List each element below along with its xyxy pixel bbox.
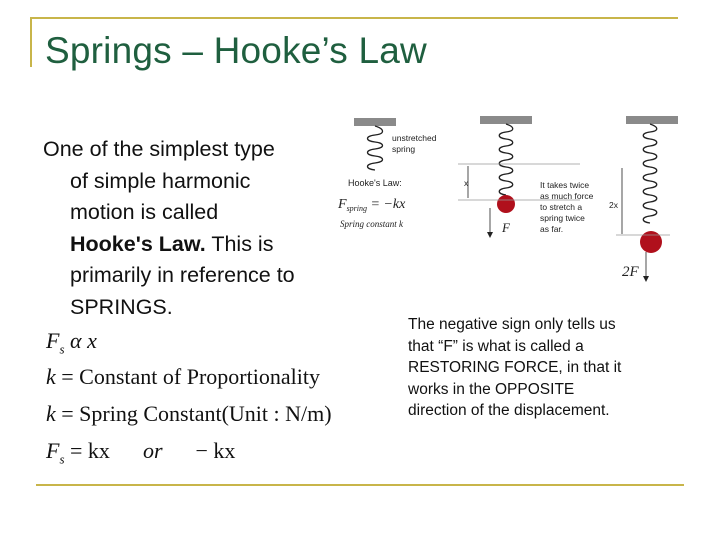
spring-diagram [330,110,685,300]
two-x-label: 2x [609,200,618,210]
two-f-label: 2F [622,264,639,280]
twice-text-2: as much force [540,191,594,201]
x-label: x [464,178,469,188]
intro-paragraph [43,134,353,323]
hookes-law-bold: Hooke's Law. [70,231,206,256]
twice-text-4: spring twice [540,213,585,223]
intro-line-4 [43,229,353,261]
spring-constant-label: Spring constant k [340,219,403,229]
force-label: F [502,220,510,235]
intro-line-2: of simple harmonic [70,168,251,193]
intro-line-4-rest: This is [205,231,274,256]
left-rule [30,17,32,67]
hookes-formula: $F_{spring} = -kx$ [338,197,406,213]
ceiling-3 [626,116,678,124]
equation-constant-definition: k = Constant of Proportionality [46,364,320,389]
spring-coil-2 [499,124,513,195]
unstretched-label-1: unstretched [392,133,437,143]
twice-text-1: It takes twice [540,180,590,190]
hookes-law-label: Hooke's Law: [348,178,402,188]
top-rule [30,17,678,19]
force-arrowhead-1 [487,232,493,238]
intro-line-3: motion is called [70,200,219,224]
force-arrowhead-2 [643,276,649,282]
slide-title: Springs – Hooke’s Law [45,30,427,71]
equation-spring-constant-unit: k = Spring Constant(Unit : N/m) [46,401,332,426]
intro-line-6: SPRINGS. [70,294,173,319]
twice-text-5: as far. [540,224,564,234]
mass-ball-1 [497,195,515,213]
spring-coil-1 [368,126,383,170]
spring-coil-3 [643,124,657,223]
intro-line-5: primarily in reference to [70,263,295,287]
intro-line-1: One of the simplest type [43,137,275,161]
ceiling-2 [480,116,532,124]
equation-proportional: $F_s$ α x [46,328,97,357]
twice-text-3: to stretch a [540,202,583,212]
restoring-force-note: The negative sign only tells us that “F” is what is called a RESTORING FORCE, in that it works in the OPPOSITE direction of the displacement. [408,316,622,419]
mass-ball-2 [640,231,662,253]
bottom-rule [36,484,684,486]
unstretched-label-2: spring [392,144,416,154]
equation-hookes-law: $F_s$ = kx or − kx [46,438,236,467]
ceiling-1 [354,118,396,126]
